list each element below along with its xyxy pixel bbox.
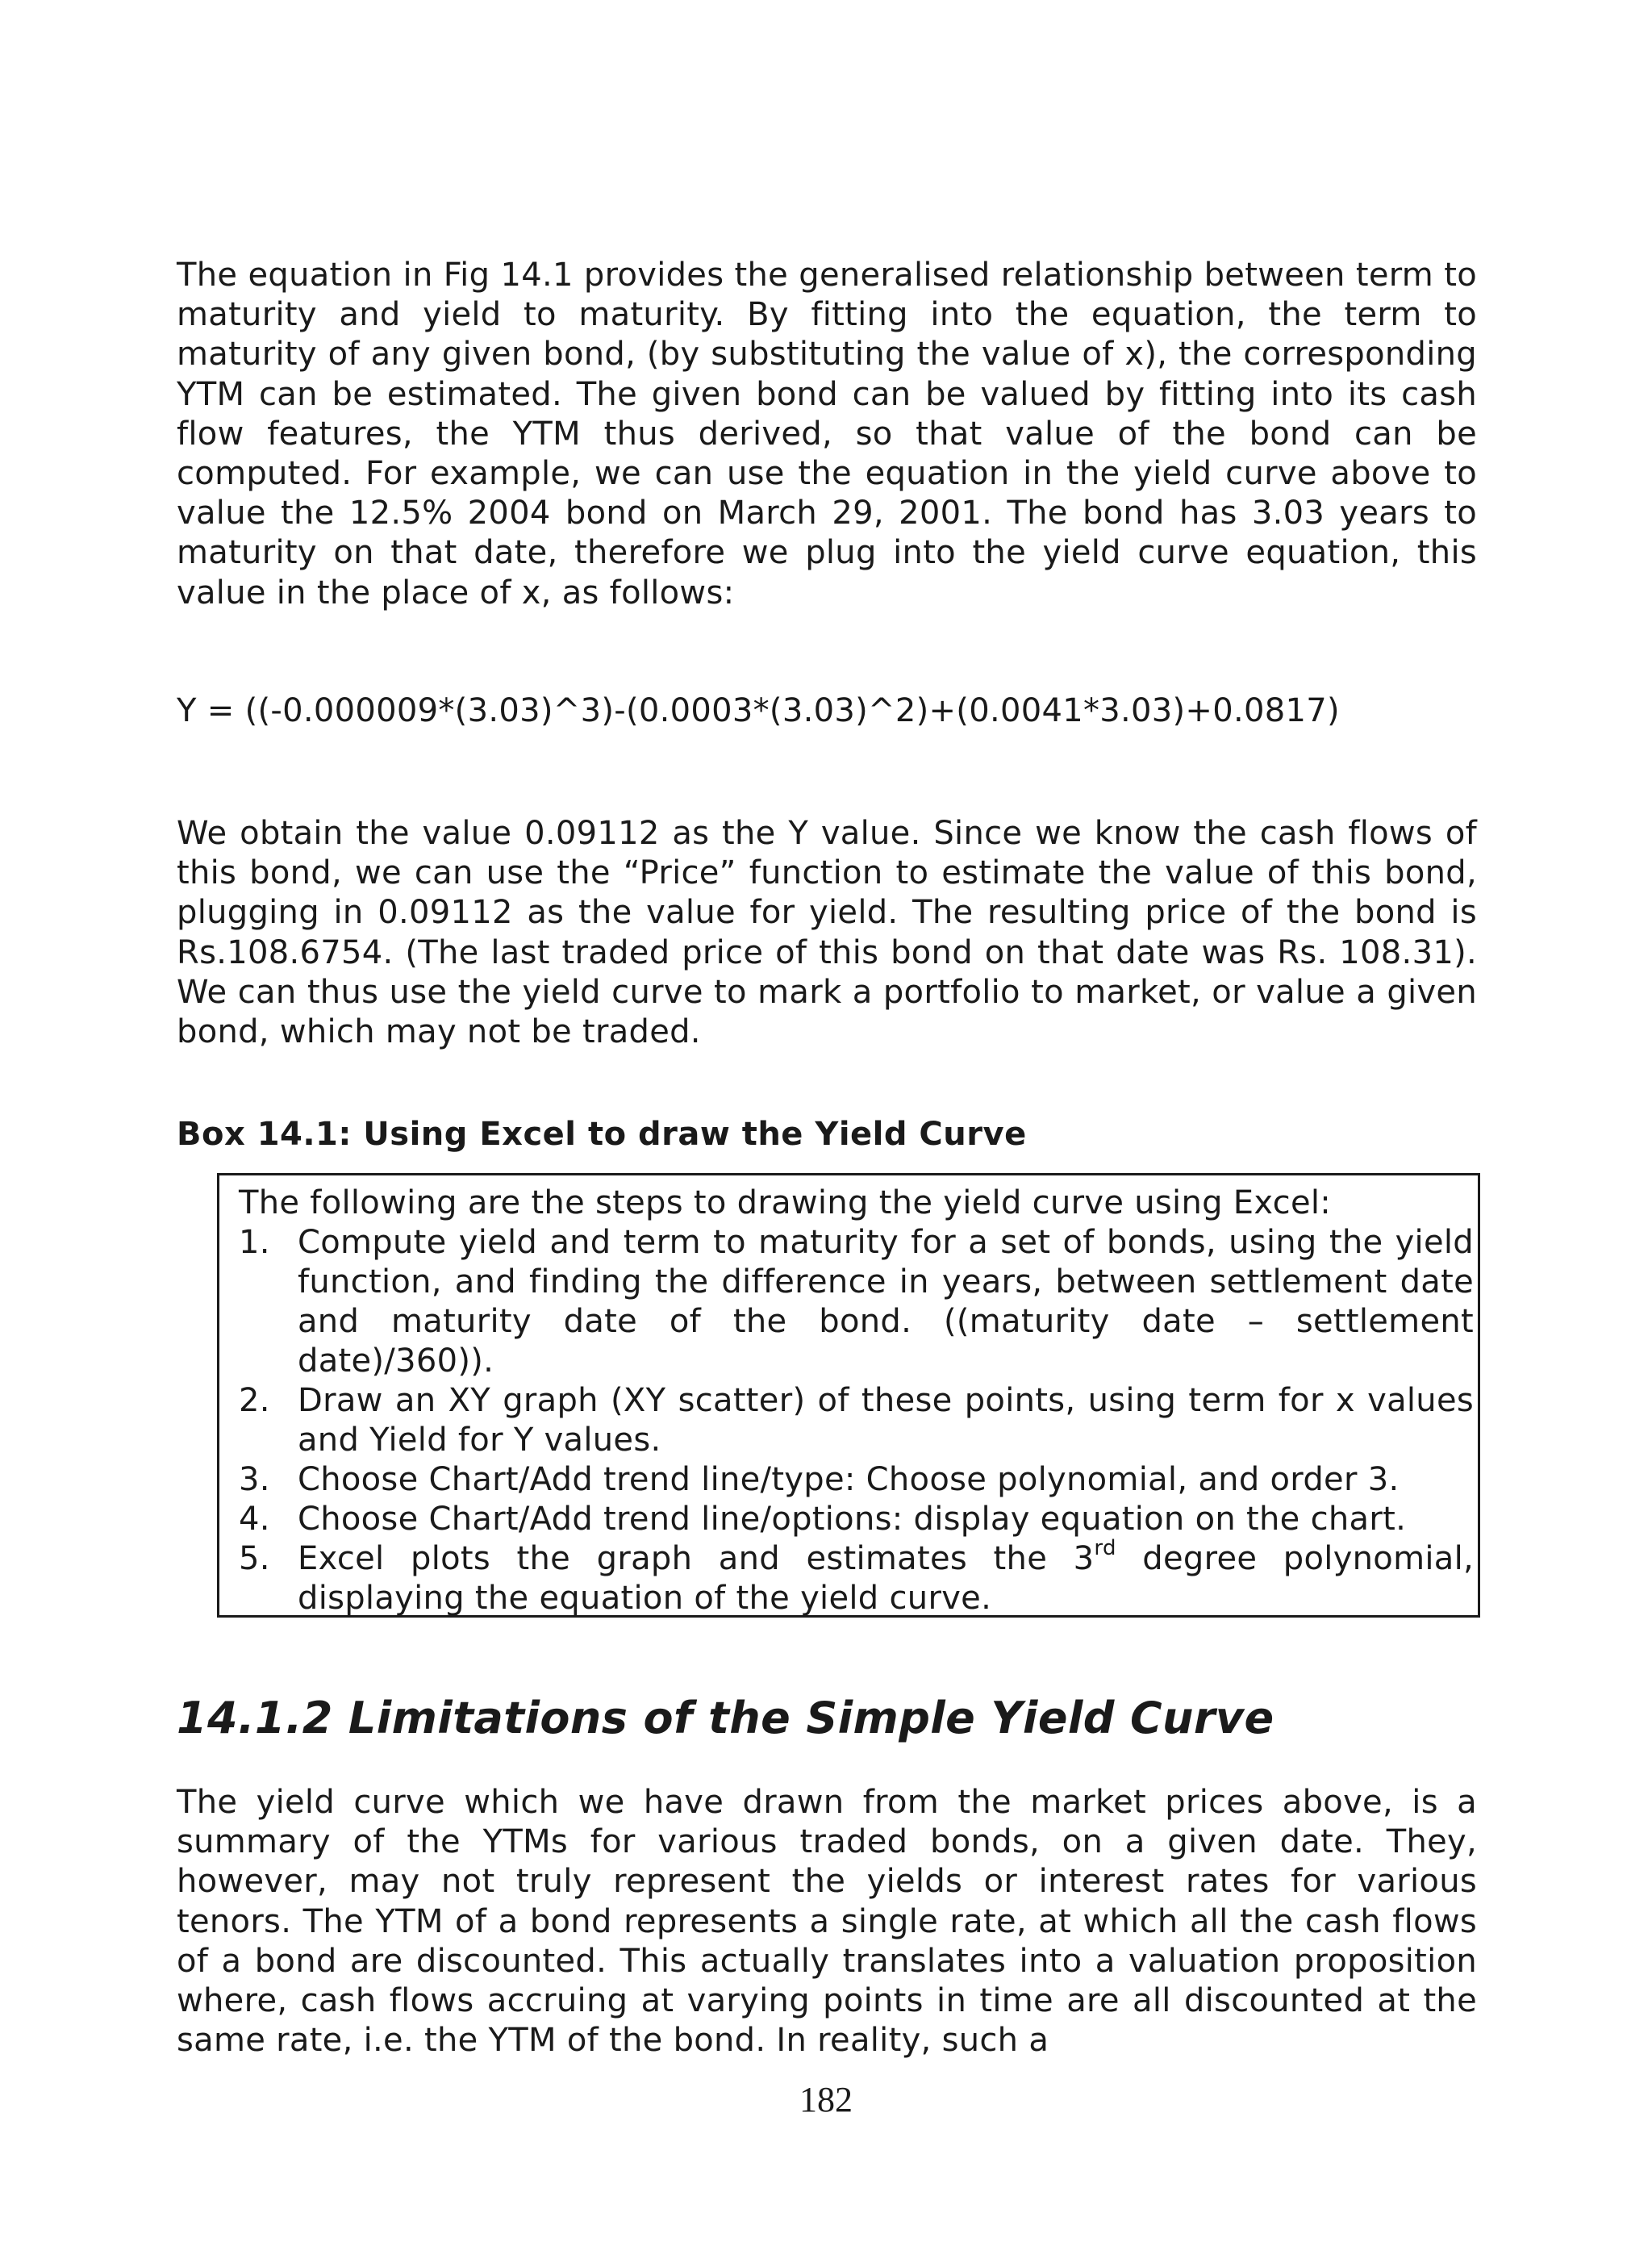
step-text: Choose Chart/Add trend line/options: display equation on the chart.	[298, 1501, 1407, 1538]
box-intro: The following are the steps to drawing the yield curve using Excel:	[239, 1184, 1332, 1221]
section-heading: 14.1.2 Limitations of the Simple Yield Curve	[177, 1693, 1274, 1743]
step-text: Compute yield and term to maturity for a set of bonds, using the yield function, and finding the difference in years, between settlement date and maturity date of the bond. ((maturity date – settlement date)/360)).	[298, 1224, 1474, 1380]
yield-equation: Y = ((-0.000009*(3.03)^3)-(0.0003*(3.03)^2)+(0.0041*3.03)+0.0817)	[177, 692, 1340, 729]
list-item	[239, 1223, 1474, 1381]
paragraph-limitations: The yield curve which we have drawn from the market prices above, is a summary of the YTMs for various traded bonds, on a given date. They, however, may not truly represent the yields or interest rates for various tenors. The YTM of a bond represents a single rate, at which all the cash flows of a bond are discounted. This actually translates into a valuation proposition where, cash flows accruing at varying points in time are all discounted at the same rate, i.e. the YTM of the bond. In reality, such a	[177, 1784, 1477, 2060]
step-number: 1.	[239, 1224, 270, 1261]
step-number: 3.	[239, 1461, 270, 1498]
step-text: Draw an XY graph (XY scatter) of these points, using term for x values and Yield for Y values.	[298, 1382, 1474, 1459]
step-text-after: degree polynomial, displaying the equation of the yield curve.	[298, 1540, 1475, 1617]
box-heading: Box 14.1: Using Excel to draw the Yield Curve	[177, 1116, 1027, 1153]
list-item	[239, 1381, 1474, 1460]
step-text-before: Excel plots the graph and estimates the 3	[298, 1540, 1095, 1577]
excel-steps-box	[217, 1173, 1480, 1618]
list-item	[239, 1536, 1475, 1618]
paragraph-bond-valuation-result: We obtain the value 0.09112 as the Y value. Since we know the cash flows of this bond, we can use the “Price” function to estimate the value of this bond, plugging in 0.09112 as the value for yield. The resulting price of the bond is Rs.108.6754. (The last traded price of this bond on that date was Rs. 108.31). We can thus use the yield curve to mark a portfolio to market, or value a given bond, which may not be traded.	[177, 815, 1477, 1051]
step-number: 2.	[239, 1382, 270, 1419]
list-item	[239, 1500, 1474, 1539]
list-item	[239, 1460, 1474, 1500]
ordinal-superscript: rd	[1094, 1536, 1116, 1560]
paragraph-yield-equation-usage: The equation in Fig 14.1 provides the generalised relationship between term to maturity and yield to maturity. By fitting into the equation, the term to maturity of any given bond, (by substituting the value of x), the corresponding YTM can be estimated. The given bond can be valued by fitting into its cash flow features, the YTM thus derived, so that value of the bond can be computed. For example, we can use the equation in the yield curve above to value the 12.5% 2004 bond on March 29, 2001. The bond has 3.03 years to maturity on that date, therefore we plug into the yield curve equation, this value in the place of x, as follows:	[177, 257, 1477, 612]
step-text	[298, 1536, 1475, 1618]
step-number: 4.	[239, 1501, 270, 1538]
step-number: 5.	[239, 1540, 270, 1577]
steps-list	[239, 1223, 1474, 1618]
page-number: 182	[799, 2080, 853, 2119]
step-text: Choose Chart/Add trend line/type: Choose polynomial, and order 3.	[298, 1461, 1400, 1498]
